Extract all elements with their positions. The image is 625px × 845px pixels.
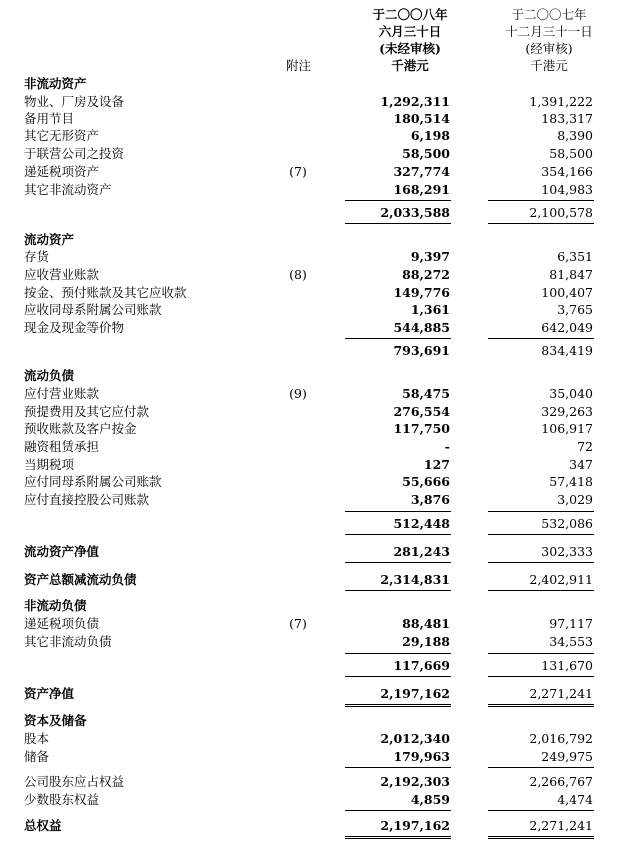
- value-2008: 58,500: [402, 146, 450, 161]
- row-label: 按金、预付账款及其它应收款: [24, 285, 187, 300]
- value-2008: 55,666: [402, 474, 450, 489]
- col2007-header-line2: 十二月三十一日: [505, 24, 593, 39]
- value-2008: 327,774: [393, 164, 450, 179]
- value-2008: 180,514: [393, 111, 450, 126]
- row-label: 物业、厂房及设备: [24, 94, 125, 109]
- value-2007: 57,418: [549, 474, 593, 489]
- row-label: 其它非流动负债: [24, 634, 112, 649]
- subtotal-2007: 532,086: [541, 516, 593, 531]
- value-2007: 34,553: [549, 634, 593, 649]
- col2007-header-unit: 千港元: [530, 58, 568, 73]
- underline: [345, 200, 451, 201]
- section-title-noncurrent-liabilities: 非流动负债: [24, 598, 87, 613]
- underline: [488, 534, 594, 535]
- col2008-header-line3: (未经审核): [379, 41, 441, 56]
- minority-interests-2007: 4,474: [557, 792, 593, 807]
- underline: [345, 810, 451, 811]
- value-2008: 88,272: [402, 267, 450, 282]
- value-2008: 127: [423, 457, 450, 472]
- subtotal-2008: 2,033,588: [380, 205, 450, 220]
- row-label: 递延税项资产: [24, 164, 100, 179]
- double-underline: [488, 706, 594, 707]
- subtotal-2007: 2,100,578: [529, 205, 593, 220]
- underline: [345, 534, 451, 535]
- value-2007: 2,016,792: [529, 731, 593, 746]
- subtotal-2007: 834,419: [541, 343, 593, 358]
- row-label: 应收营业账款: [24, 267, 100, 282]
- note-ref: (8): [289, 267, 307, 282]
- section-title-current-assets: 流动资产: [24, 232, 75, 247]
- double-underline: [345, 838, 451, 839]
- value-2007: 100,407: [541, 285, 593, 300]
- col2008-header-unit: 千港元: [391, 58, 429, 73]
- minority-interests-label: 少数股东权益: [24, 792, 100, 807]
- value-2008: 2,012,340: [380, 731, 450, 746]
- value-2007: 347: [569, 457, 593, 472]
- net-current-assets-2008: 281,243: [393, 544, 450, 559]
- value-2008: -: [444, 439, 450, 454]
- underline: [488, 836, 594, 837]
- section-title-capital-reserves: 资本及储备: [24, 713, 87, 728]
- section-title-noncurrent-assets: 非流动资产: [24, 76, 87, 91]
- col2007-header-line3: (经审核): [525, 41, 573, 56]
- value-2007: 354,166: [541, 164, 593, 179]
- value-2007: 183,317: [541, 111, 593, 126]
- note-ref: (7): [289, 616, 307, 631]
- value-2007: 249,975: [541, 749, 593, 764]
- value-2008: 544,885: [393, 320, 450, 335]
- total-assets-less-cl-label: 资产总额减流动负债: [24, 572, 137, 587]
- underline: [345, 511, 451, 512]
- double-underline: [345, 706, 451, 707]
- value-2007: 329,263: [541, 404, 593, 419]
- total-equity-2007: 2,271,241: [529, 818, 593, 833]
- col2007-header-line1: 于二〇〇七年: [511, 7, 587, 22]
- value-2008: 276,554: [393, 404, 450, 419]
- subtotal-2008: 117,669: [393, 658, 450, 673]
- value-2008: 1,361: [410, 302, 450, 317]
- value-2007: 104,983: [541, 182, 593, 197]
- value-2007: 72: [577, 439, 593, 454]
- row-label: 应付直接控股公司账款: [24, 492, 150, 507]
- value-2007: 1,391,222: [529, 94, 593, 109]
- col2008-header-line1: 于二〇〇八年: [372, 7, 448, 22]
- underline: [488, 704, 594, 705]
- row-label: 递延税项负债: [24, 616, 100, 631]
- net-assets-2007: 2,271,241: [529, 686, 593, 701]
- double-underline: [488, 838, 594, 839]
- underline: [488, 676, 594, 677]
- total-equity-2008: 2,197,162: [380, 818, 450, 833]
- underline: [345, 836, 451, 837]
- value-2008: 9,397: [410, 249, 450, 264]
- total-assets-less-cl-2007: 2,402,911: [529, 572, 593, 587]
- section-title-current-liabilities: 流动负债: [24, 368, 75, 383]
- underline: [488, 223, 594, 224]
- underline: [488, 338, 594, 339]
- value-2008: 168,291: [393, 182, 450, 197]
- subtotal-2007: 131,670: [541, 658, 593, 673]
- underline: [488, 767, 594, 768]
- equity-shareholders-2007: 2,266,767: [529, 774, 593, 789]
- equity-shareholders-label: 公司股东应占权益: [24, 774, 125, 789]
- value-2007: 3,029: [557, 492, 593, 507]
- subtotal-2008: 793,691: [393, 343, 450, 358]
- row-label: 预收账款及客户按金: [24, 421, 137, 436]
- row-label: 当期税项: [24, 457, 75, 472]
- underline: [345, 562, 451, 563]
- value-2008: 58,475: [402, 386, 450, 401]
- net-assets-2008: 2,197,162: [380, 686, 450, 701]
- total-equity-label: 总权益: [24, 818, 62, 833]
- note-column-header: 附注: [286, 58, 312, 73]
- underline: [345, 653, 451, 654]
- row-label: 现金及现金等价物: [24, 320, 125, 335]
- value-2008: 1,292,311: [380, 94, 450, 109]
- value-2007: 81,847: [549, 267, 593, 282]
- row-label: 存货: [24, 249, 50, 264]
- row-label: 于联营公司之投资: [24, 146, 125, 161]
- minority-interests-2008: 4,859: [410, 792, 450, 807]
- row-label: 应付营业账款: [24, 386, 100, 401]
- underline: [488, 653, 594, 654]
- subtotal-2008: 512,448: [393, 516, 450, 531]
- value-2008: 149,776: [393, 285, 450, 300]
- value-2008: 88,481: [402, 616, 450, 631]
- underline: [345, 767, 451, 768]
- value-2007: 58,500: [549, 146, 593, 161]
- total-assets-less-cl-2008: 2,314,831: [380, 572, 450, 587]
- value-2008: 117,750: [393, 421, 450, 436]
- equity-shareholders-2008: 2,192,303: [380, 774, 450, 789]
- value-2007: 3,765: [557, 302, 593, 317]
- underline: [345, 704, 451, 705]
- value-2008: 179,963: [393, 749, 450, 764]
- value-2007: 8,390: [557, 128, 593, 143]
- value-2007: 97,117: [549, 616, 593, 631]
- value-2007: 106,917: [541, 421, 593, 436]
- row-label: 其它无形资产: [24, 128, 100, 143]
- row-label: 融资租赁承担: [24, 439, 100, 454]
- value-2007: 35,040: [549, 386, 593, 401]
- note-ref: (9): [289, 386, 307, 401]
- underline: [345, 223, 451, 224]
- value-2007: 6,351: [557, 249, 593, 264]
- value-2007: 642,049: [541, 320, 593, 335]
- underline: [488, 810, 594, 811]
- underline: [488, 562, 594, 563]
- value-2008: 29,188: [402, 634, 450, 649]
- value-2008: 3,876: [410, 492, 450, 507]
- value-2008: 6,198: [410, 128, 450, 143]
- row-label: 股本: [24, 731, 50, 746]
- row-label: 储备: [24, 749, 50, 764]
- note-ref: (7): [289, 164, 307, 179]
- net-current-assets-label: 流动资产净值: [24, 544, 100, 559]
- row-label: 应付同母系附属公司账款: [24, 474, 162, 489]
- row-label: 其它非流动资产: [24, 182, 112, 197]
- underline: [488, 200, 594, 201]
- underline: [345, 338, 451, 339]
- net-current-assets-2007: 302,333: [541, 544, 593, 559]
- underline: [345, 676, 451, 677]
- row-label: 应收同母系附属公司账款: [24, 302, 162, 317]
- underline: [488, 590, 594, 591]
- net-assets-label: 资产净值: [24, 686, 75, 701]
- underline: [345, 590, 451, 591]
- row-label: 备用节目: [24, 111, 75, 126]
- col2008-header-line2: 六月三十日: [378, 24, 442, 39]
- underline: [488, 511, 594, 512]
- row-label: 预提费用及其它应付款: [24, 404, 150, 419]
